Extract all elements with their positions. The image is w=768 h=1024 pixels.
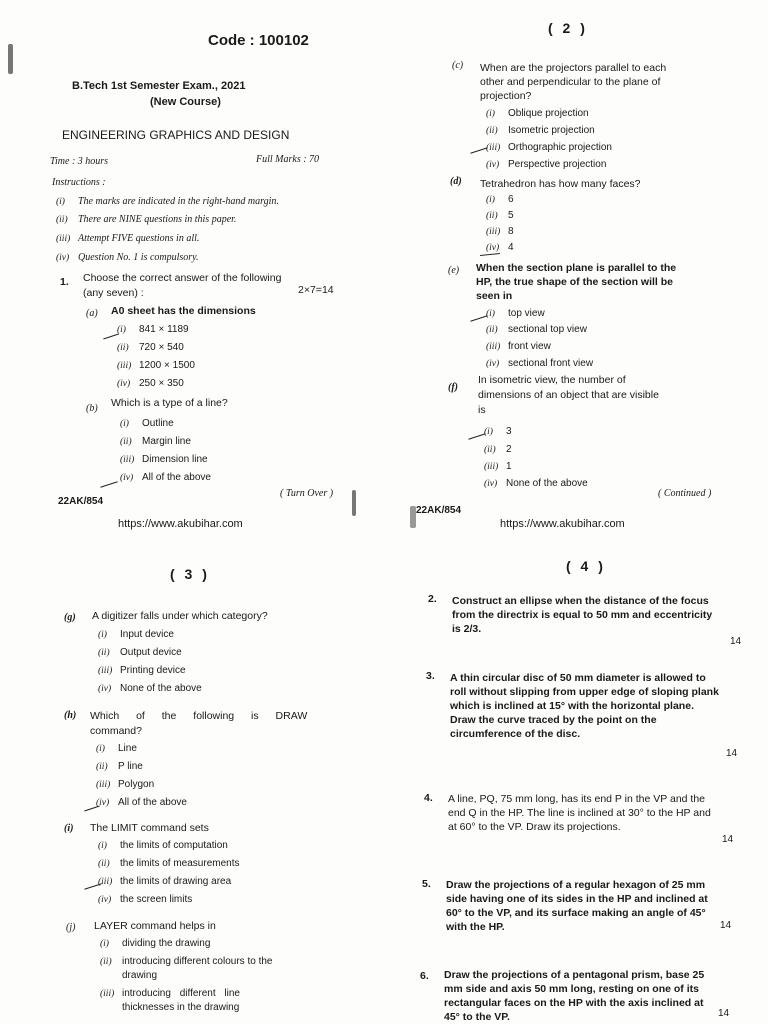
option-item: (iv) 4 [486, 242, 514, 253]
option-item: (ii) 2 [484, 444, 512, 455]
option-item: (i) 6 [486, 194, 514, 205]
question-marks: 14 [718, 1008, 730, 1019]
sub-question-text: The LIMIT command sets [90, 822, 209, 834]
sub-question-text: projection? [480, 90, 532, 102]
option-item: (i) Input device [98, 629, 174, 640]
instruction-item: (i) The marks are indicated in the right-hand margin. [56, 196, 279, 207]
option-item: (i) Oblique projection [486, 108, 589, 119]
option-item: (iii) front view [486, 341, 551, 352]
option-item: (i) 3 [484, 426, 512, 437]
sub-question-text: Which of the following is DRAW [90, 710, 308, 722]
option-item-continued: thicknesses in the drawing [122, 1002, 240, 1013]
option-item: (iv) sectional front view [486, 358, 594, 369]
option-item: (iv) None of the above [98, 683, 202, 694]
question-text: Draw the projections of a pentagonal prism, base 25 mm side and axis 50 mm long, resting on one of its rectangular faces on the HP with the axis inclined at 45° to the VP. [444, 969, 705, 1023]
option-item: (i) 841 × 1189 [117, 324, 189, 335]
sub-question-label: (j) [66, 922, 76, 933]
option-item: (i) Outline [120, 418, 174, 429]
question-marks: 14 [720, 920, 732, 931]
question-number: 4. [424, 792, 433, 804]
option-item: (i) the limits of computation [98, 840, 228, 851]
sub-question-label: (f) [448, 382, 458, 393]
option-item: (iv) All of the above [96, 797, 187, 808]
option-item: (ii) P line [96, 761, 143, 772]
time-label: Time : 3 hours [50, 156, 109, 167]
sub-question-text: is [478, 404, 486, 416]
option-item: (ii) introducing different colours to the [100, 956, 273, 967]
scan-smudge [8, 44, 13, 74]
option-item: (i) Line [96, 743, 137, 754]
question-text: (any seven) : [83, 287, 144, 299]
option-item: (ii) the limits of measurements [98, 858, 240, 869]
question-number: 6. [420, 970, 429, 982]
instructions-heading: Instructions : [52, 177, 106, 188]
answer-tick-mark [100, 481, 117, 488]
option-item: (ii) Output device [98, 647, 182, 658]
sub-question-text: seen in [476, 290, 513, 302]
turn-over-note: ( Turn Over ) [280, 488, 334, 499]
option-item: (iv) 250 × 350 [117, 378, 184, 389]
paper-code: Code : 100102 [208, 32, 309, 49]
answer-tick-mark [480, 253, 500, 256]
instruction-item: (ii) There are NINE questions in this paper. [56, 214, 237, 225]
question-text: A thin circular disc of 50 mm diameter is allowed to roll without slipping from upper edge of sloping plank which is inclined at 15° with the horizontal plane. Draw the curve traced by the point on the circumference of the disc. [450, 672, 719, 740]
option-item: (iii) the limits of drawing area [98, 876, 232, 887]
sub-question-text: A0 sheet has the dimensions [111, 305, 256, 317]
option-item: (ii) 5 [486, 210, 514, 221]
sub-question-text: Which is a type of a line? [111, 397, 228, 409]
question-number: 5. [422, 878, 431, 890]
sub-question-text: In isometric view, the number of [478, 374, 626, 386]
answer-tick-mark [103, 334, 119, 340]
page-number: ( 2 ) [548, 20, 588, 36]
question-marks: 14 [722, 834, 734, 845]
option-item: (iv) All of the above [120, 472, 211, 483]
sub-question-label: (g) [64, 612, 76, 623]
sub-question-text: When are the projectors parallel to each [480, 62, 667, 74]
option-item: (iii) Orthographic projection [486, 142, 612, 153]
sub-question-label: (i) [64, 823, 74, 834]
sub-question-label: (e) [448, 265, 460, 276]
option-item: (ii) Margin line [120, 436, 191, 447]
sub-question-text: other and perpendicular to the plane of [480, 76, 661, 88]
footer-url: https://www.akubihar.com [500, 518, 625, 530]
instruction-item: (iii) Attempt FIVE questions in all. [56, 233, 200, 244]
answer-tick-mark [84, 806, 100, 812]
footer-url: https://www.akubihar.com [118, 518, 243, 530]
question-text: A line, PQ, 75 mm long, has its end P in the VP and the end Q in the HP. The line is inclined at 30° to the HP and at 60° to the VP. Draw its projections. [448, 793, 711, 833]
page-number: ( 3 ) [170, 566, 210, 582]
full-marks: Full Marks : 70 [256, 154, 320, 165]
option-item: (iii) 1200 × 1500 [117, 360, 195, 371]
sub-question-text: LAYER command helps in [94, 920, 216, 932]
option-item-continued: drawing [122, 970, 158, 981]
question-marks: 2×7=14 [298, 284, 334, 296]
exam-title: B.Tech 1st Semester Exam., 2021 [72, 80, 246, 92]
question-text: Draw the projections of a regular hexagon of 25 mm side having one of its sides in the HP and inclined at 60° to the VP, and its surface making an angle of 45° with the HP. [446, 879, 708, 933]
scan-smudge [352, 490, 356, 516]
option-item: (ii) Isometric projection [486, 125, 595, 136]
page-3 [0, 540, 400, 1024]
option-item: (iv) None of the above [484, 478, 588, 489]
sub-question-text: HP, the true shape of the section will be [476, 276, 674, 288]
question-text: Choose the correct answer of the following [83, 272, 282, 284]
page-4 [400, 540, 768, 1024]
option-item: (iii) Dimension line [120, 454, 208, 465]
course-label: (New Course) [150, 96, 221, 108]
option-item: (iii) 8 [486, 226, 514, 237]
footer-code: 22AK/854 [58, 496, 104, 507]
sub-question-label: (d) [450, 176, 462, 187]
question-marks: 14 [730, 636, 742, 647]
option-item: (iii) introducing different line [100, 988, 240, 999]
option-item: (ii) 720 × 540 [117, 342, 184, 353]
page-2 [384, 0, 768, 540]
option-item: (iii) 1 [484, 461, 512, 472]
sub-question-label: (h) [64, 710, 77, 721]
question-text: Construct an ellipse when the distance of the focus from the directrix is equal to 50 mm and eccentricity is 2/3. [452, 595, 713, 635]
option-item: (ii) sectional top view [486, 324, 587, 335]
sub-question-label: (a) [86, 308, 98, 319]
question-marks: 14 [726, 748, 738, 759]
sub-question-text: Tetrahedron has how many faces? [480, 178, 641, 190]
option-item: (iii) Printing device [98, 665, 186, 676]
sub-question-label: (b) [86, 403, 98, 414]
sub-question-text: command? [90, 725, 142, 737]
option-item: (i) dividing the drawing [100, 938, 211, 949]
question-number: 3. [426, 670, 435, 682]
option-item: (iii) Polygon [96, 779, 155, 790]
option-item: (i) top view [486, 308, 545, 319]
sub-question-text: When the section plane is parallel to the [476, 262, 677, 274]
instruction-item: (iv) Question No. 1 is compulsory. [56, 252, 199, 263]
question-number: 1. [60, 276, 69, 288]
footer-code: 22AK/854 [416, 505, 462, 516]
question-number: 2. [428, 593, 437, 605]
page-number: ( 4 ) [566, 558, 606, 574]
sub-question-text: A digitizer falls under which category? [92, 610, 268, 622]
sub-question-text: dimensions of an object that are visible [478, 389, 659, 401]
page-1 [0, 0, 384, 540]
sub-question-label: (c) [452, 60, 464, 71]
option-item: (iv) the screen limits [98, 894, 193, 905]
option-item: (iv) Perspective projection [486, 159, 607, 170]
scan-smudge [410, 506, 416, 528]
subject-title: ENGINEERING GRAPHICS AND DESIGN [62, 128, 290, 142]
continued-note: ( Continued ) [658, 488, 712, 499]
